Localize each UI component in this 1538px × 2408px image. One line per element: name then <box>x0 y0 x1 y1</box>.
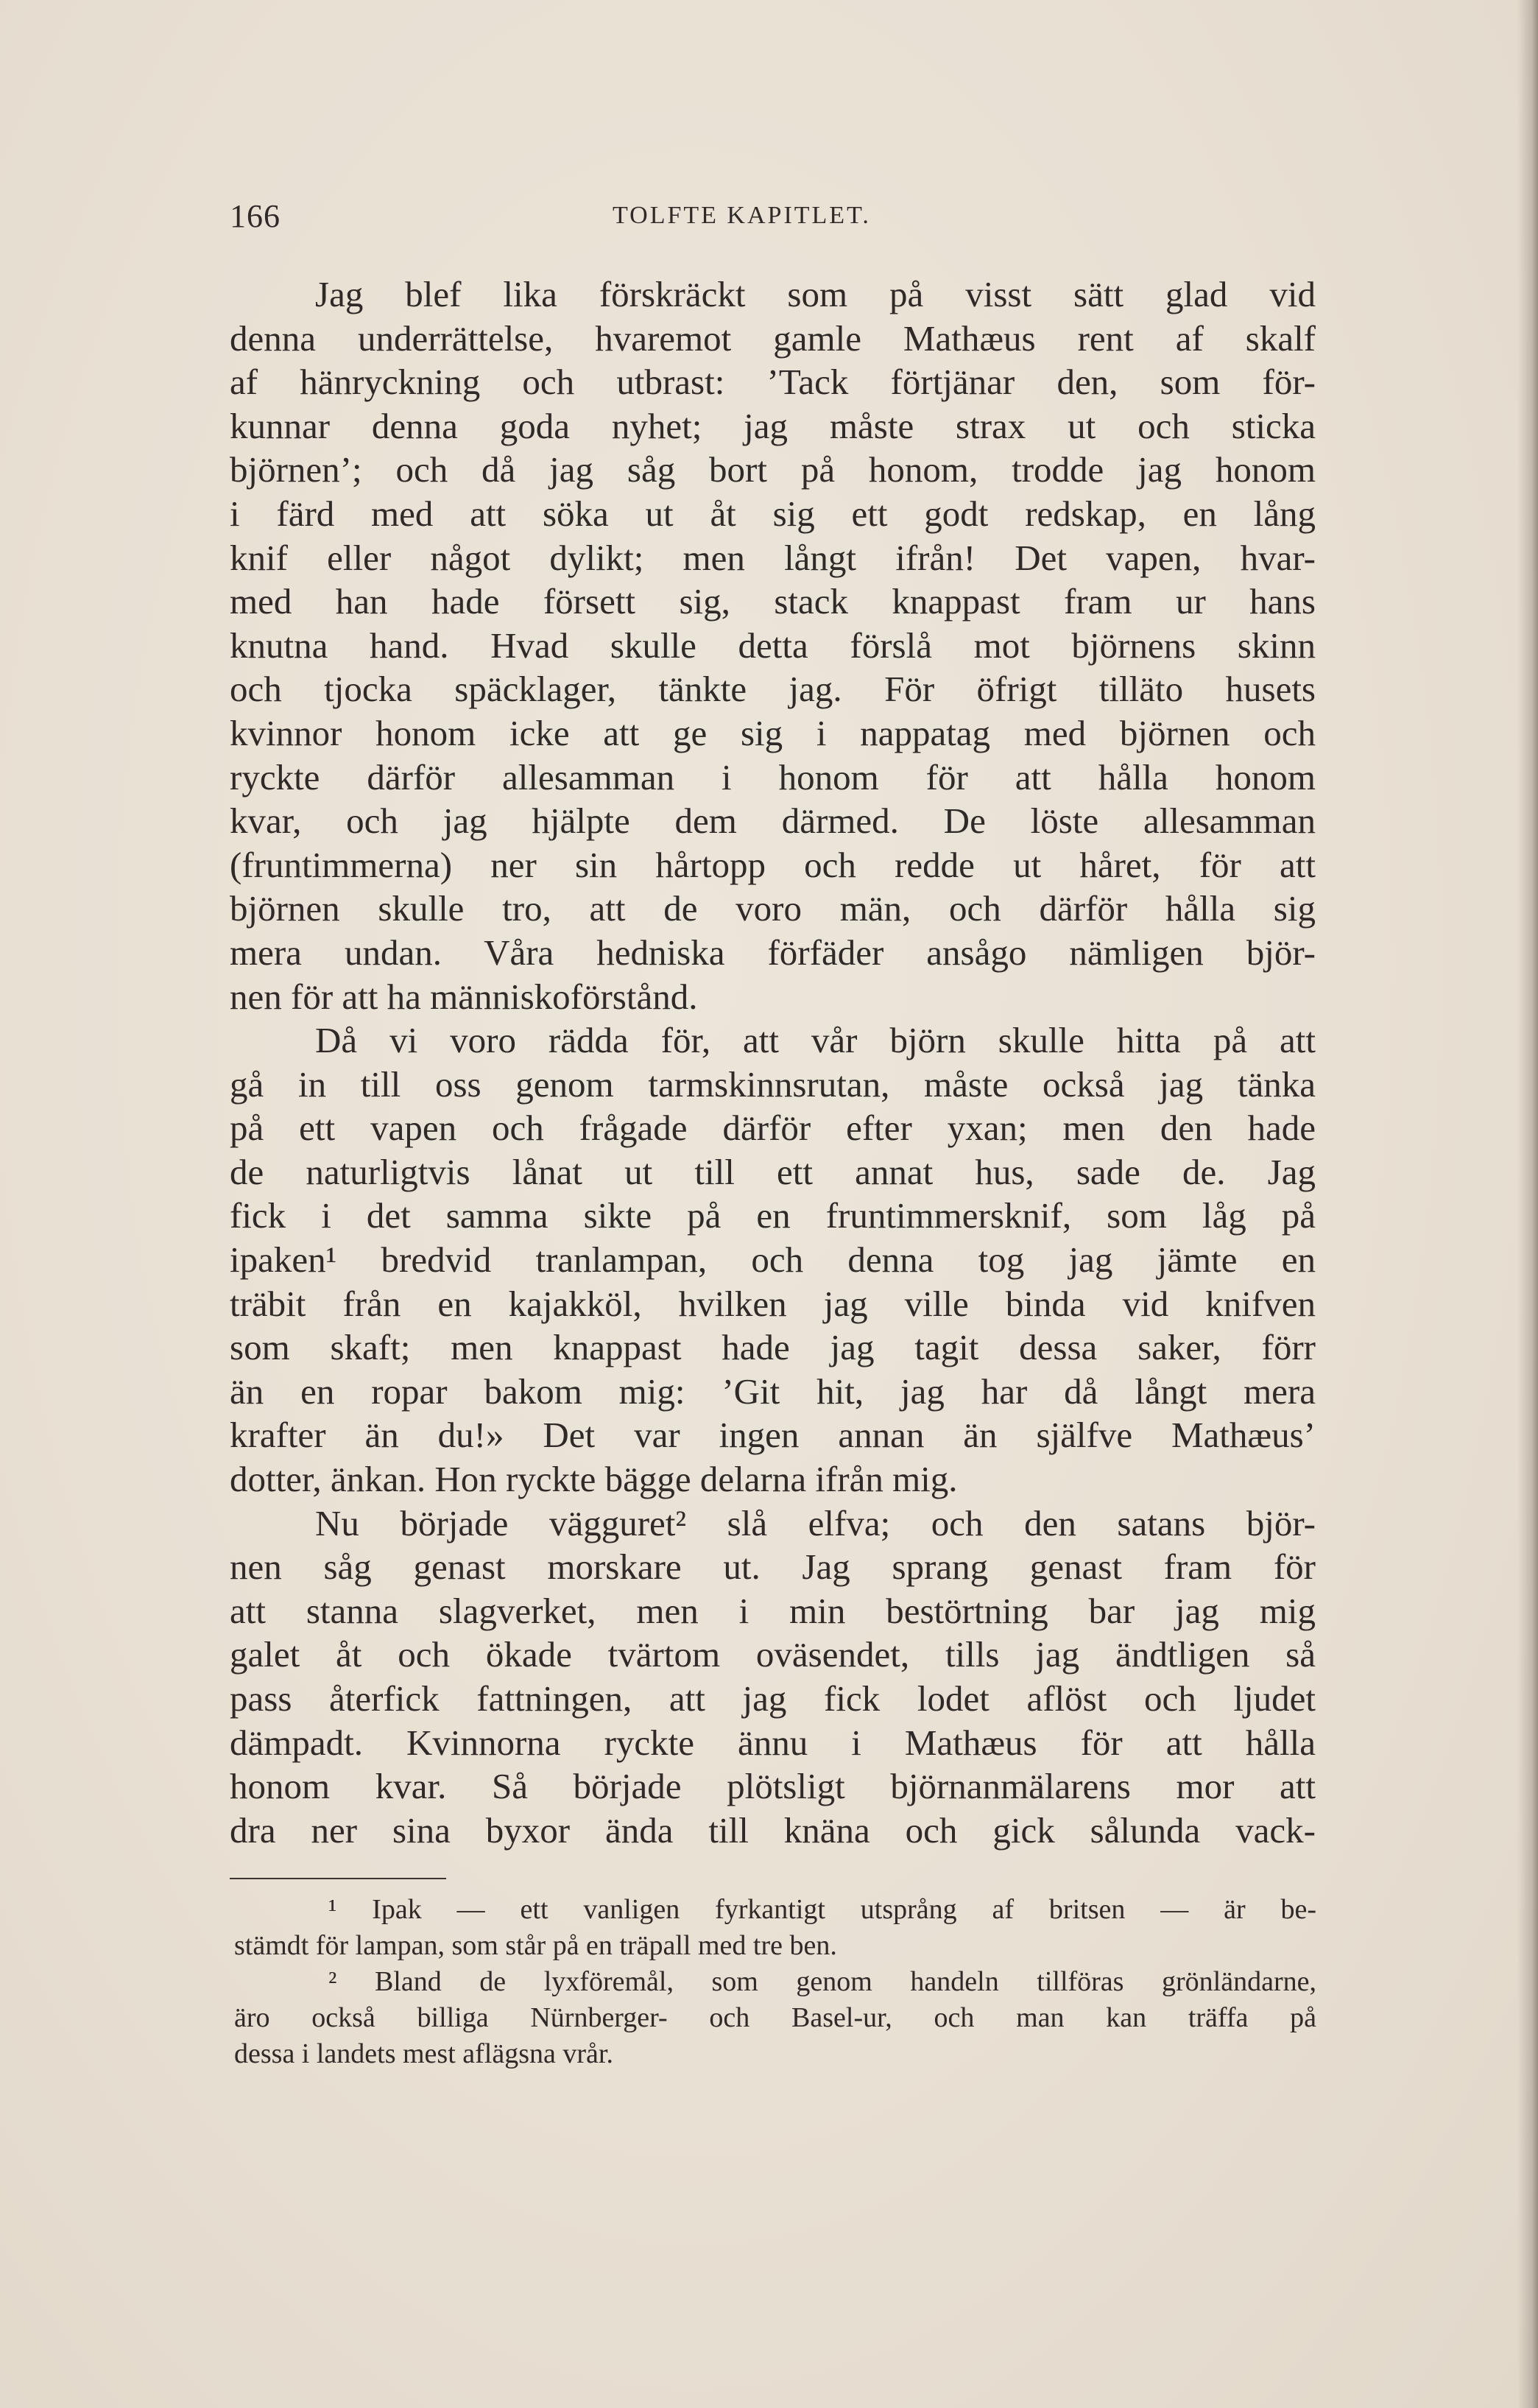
text-line: nen för att ha människoförstånd. <box>230 976 698 1017</box>
footnote-line: ¹ Ipak — ett vanligen fyrkantigt utsprång af britsen — är be- <box>328 1894 1316 1925</box>
text-line: björnen’; och då jag såg bort på honom, trodde jag honom <box>230 449 1316 490</box>
text-line: än en ropar bakom mig: ’Git hit, jag har då långt mera <box>230 1370 1316 1412</box>
footnote-line: dessa i landets mest aflägsna vrår. <box>234 2038 613 2069</box>
text-line: i färd med att söka ut åt sig ett godt redskap, en lång <box>230 493 1316 534</box>
text-line: kunnar denna goda nyhet; jag måste strax ut och sticka <box>230 405 1316 446</box>
footnotes <box>234 1892 1316 2072</box>
text-line: nen såg genast morskare ut. Jag sprang genast fram för <box>230 1546 1316 1588</box>
page-header <box>230 197 1316 242</box>
text-line: att stanna slagverket, men i min bestörtning bar jag mig <box>230 1590 1316 1631</box>
text-line: björnen skulle tro, att de voro män, och därför hålla sig <box>230 888 1316 929</box>
footnote-line: stämdt för lampan, som står på en träpall med tre ben. <box>234 1930 837 1961</box>
text-line: Då vi voro rädda för, att vår björn skulle hitta på att <box>315 1020 1316 1061</box>
footnote-line: ² Bland de lyxföremål, som genom handeln tillföras grönländarne, <box>328 1966 1316 1997</box>
text-line: galet åt och ökade tvärtom oväsendet, tills jag ändtligen så <box>230 1634 1316 1675</box>
text-line: af hänryckning och utbrast: ’Tack förtjänar den, som för- <box>230 362 1316 403</box>
text-line: (fruntimmerna) ner sin hårtopp och redde ut håret, för att <box>230 844 1316 885</box>
text-line: knutna hand. Hvad skulle detta förslå mot björnens skinn <box>230 624 1316 666</box>
footnote-line: äro också billiga Nürnberger- och Basel-ur, och man kan träffa på <box>234 2002 1316 2033</box>
text-line: dämpadt. Kvinnorna ryckte ännu i Mathæus för att hålla <box>230 1722 1316 1763</box>
text-line: kvar, och jag hjälpte dem därmed. De löste allesamman <box>230 800 1316 842</box>
page-number: 166 <box>230 198 281 234</box>
text-line: med han hade försett sig, stack knappast fram ur hans <box>230 581 1316 622</box>
text-line: fick i det samma sikte på en fruntimmersknif, som låg på <box>230 1195 1316 1236</box>
text-line: ryckte därför allesamman i honom för att hålla honom <box>230 756 1316 798</box>
text-line: de naturligtvis lånat ut till ett annat hus, sade de. Jag <box>230 1151 1316 1192</box>
text-line: ipaken¹ bredvid tranlampan, och denna tog jag jämte en <box>230 1239 1316 1281</box>
text-line: denna underrättelse, hvaremot gamle Mathæus rent af skalf <box>230 317 1316 359</box>
text-line: krafter än du!» Det var ingen annan än själfve Mathæus’ <box>230 1415 1316 1456</box>
text-line: mera undan. Våra hedniska förfäder ansågo nämligen björ- <box>230 932 1316 973</box>
text-line: pass återfick fattningen, att jag fick lodet aflöst och ljudet <box>230 1678 1316 1719</box>
text-line: och tjocka späcklager, tänkte jag. För öfrigt tilläto husets <box>230 669 1316 710</box>
running-head: TOLFTE KAPITLET. <box>613 202 871 229</box>
text-line: Jag blef lika förskräckt som på visst sätt glad vid <box>315 274 1316 314</box>
body-text <box>230 272 1316 1852</box>
text-line: kvinnor honom icke att ge sig i nappatag med björnen och <box>230 712 1316 753</box>
text-line: Nu började vägguret² slå elfva; och den satans björ- <box>315 1502 1316 1543</box>
text-line: dra ner sina byxor ända till knäna och gick sålunda vack- <box>230 1809 1316 1851</box>
text-line: honom kvar. Så började plötsligt björnanmälarens mor att <box>230 1766 1316 1807</box>
text-line: knif eller något dylikt; men långt ifrån! Det vapen, hvar- <box>230 537 1316 578</box>
footnote-divider <box>230 1878 446 1879</box>
text-line: dotter, änkan. Hon ryckte bägge delarna ifrån mig. <box>230 1459 958 1500</box>
text-line: på ett vapen och frågade därför efter yxan; men den hade <box>230 1108 1316 1149</box>
text-line: gå in till oss genom tarmskinnsrutan, måste också jag tänka <box>230 1063 1316 1105</box>
text-line: som skaft; men knappast hade jag tagit dessa saker, förr <box>230 1327 1316 1368</box>
text-line: träbit från en kajakköl, hvilken jag ville binda vid knifven <box>230 1283 1316 1324</box>
page-edge-shadow <box>1517 0 1538 2408</box>
